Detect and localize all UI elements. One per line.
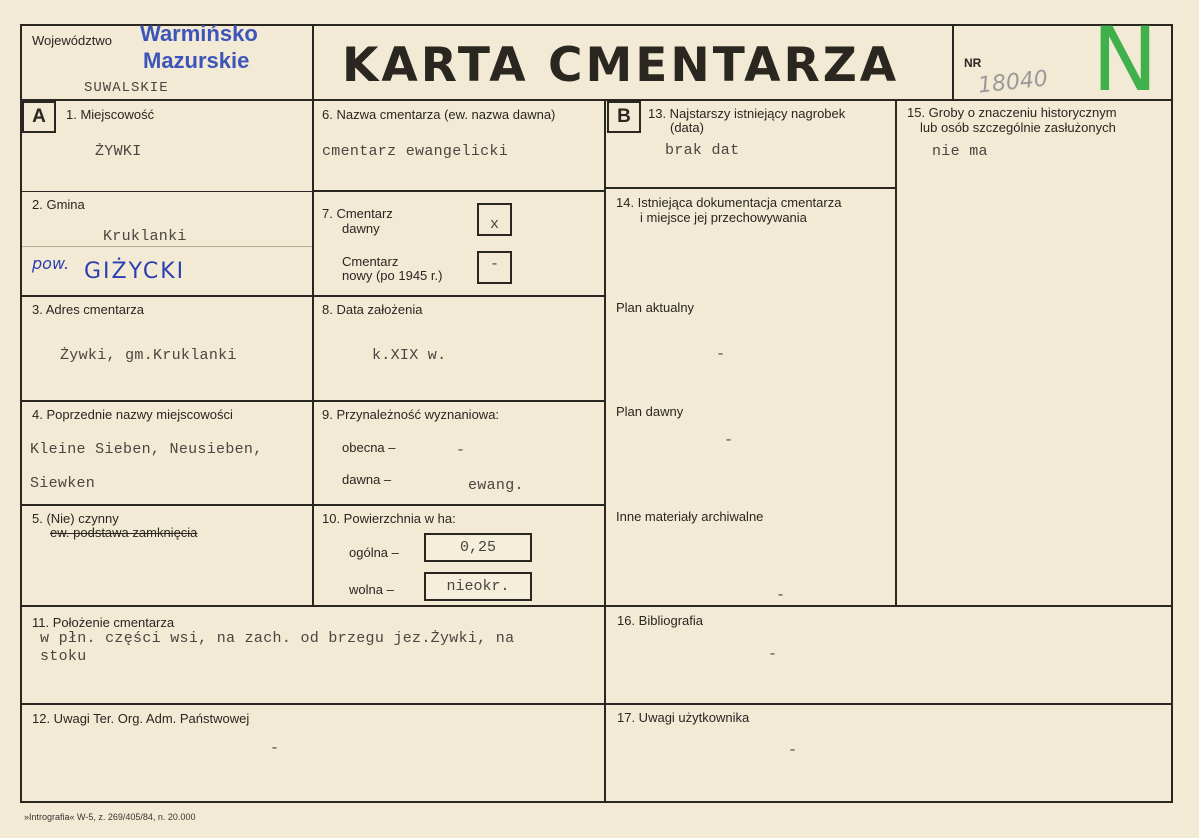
dawny-checkbox[interactable]: x xyxy=(477,203,512,236)
nazwa-cmentarza-value: cmentarz ewangelicki xyxy=(322,143,509,160)
voivodeship-stamp-line1: Warmińsko xyxy=(140,21,258,46)
bibliografia-label: 16. Bibliografia xyxy=(617,613,703,628)
plan-aktualny-value: - xyxy=(716,346,726,363)
nowy-checkbox[interactable]: - xyxy=(477,251,512,284)
plan-dawny-value: - xyxy=(724,432,734,449)
gmina-value: Kruklanki xyxy=(103,228,187,245)
powiat-value: GIŻYCKI xyxy=(84,259,186,284)
miejscowosc-label: 1. Miejscowość xyxy=(66,107,155,122)
voivodeship-stamp-line2: Mazurskie xyxy=(143,48,250,73)
miejscowosc-value: ŻYWKI xyxy=(95,143,142,160)
czynny-label: 5. (Nie) czynny xyxy=(32,511,119,526)
n-marker-green: N xyxy=(1092,8,1158,111)
wolna-label: wolna – xyxy=(349,582,394,597)
nazwa-cmentarza-label: 6. Nazwa cmentarza (ew. nazwa dawna) xyxy=(322,107,556,122)
obecna-label: obecna – xyxy=(342,440,396,455)
uwagi-ter-value: - xyxy=(270,740,280,757)
czynny-sub-label: ew. podstawa zamknięcia xyxy=(50,525,198,540)
uwagi-uzytkownika-value: - xyxy=(788,742,798,759)
polozenie-line1: w płn. części wsi, na zach. od brzegu jez.Żywki, na xyxy=(40,630,515,647)
adres-value: Żywki, gm.Kruklanki xyxy=(60,347,237,364)
powierzchnia-label: 10. Powierzchnia w ha: xyxy=(322,511,456,526)
data-zalozenia-value: k.XIX w. xyxy=(372,347,447,364)
polozenie-line2: stoku xyxy=(40,648,87,665)
nowy-label-line1: Cmentarz xyxy=(342,254,399,269)
obecna-value: - xyxy=(456,442,466,459)
przynaleznosc-label: 9. Przynależność wyznaniowa: xyxy=(322,407,500,422)
dawna-label: dawna – xyxy=(342,472,392,487)
dokumentacja-label-line1: 14. Istniejąca dokumentacja cmentarza xyxy=(616,195,842,210)
suwalskie-typed: SUWALSKIE xyxy=(84,80,169,96)
nagrobek-value: brak dat xyxy=(665,142,740,159)
plan-dawny-label: Plan dawny xyxy=(616,404,684,419)
inne-materialy-value: - xyxy=(776,587,786,604)
poprzednie-nazwy-line1: Kleine Sieben, Neusieben, xyxy=(30,441,263,458)
uwagi-uzytkownika-label: 17. Uwagi użytkownika xyxy=(617,710,750,725)
nr-value: 18040 xyxy=(976,66,1050,99)
section-a-badge: A xyxy=(22,101,56,133)
ogolna-label: ogólna – xyxy=(349,545,399,560)
pow-prefix: pow. xyxy=(32,254,70,273)
ogolna-field[interactable]: 0,25 xyxy=(424,533,532,562)
groby-label-line2: lub osób szczególnie zasłużonych xyxy=(920,120,1116,135)
cmentarz-label: 7. Cmentarz xyxy=(322,206,393,221)
nowy-label-line2: nowy (po 1945 r.) xyxy=(342,268,443,283)
adres-label: 3. Adres cmentarza xyxy=(32,302,144,317)
nagrobek-label-line2: (data) xyxy=(670,120,704,135)
data-zalozenia-label: 8. Data założenia xyxy=(322,302,423,317)
page-title: KARTA CMENTARZA xyxy=(342,38,900,93)
wolna-field[interactable]: nieokr. xyxy=(424,572,532,601)
inne-materialy-label: Inne materiały archiwalne xyxy=(616,509,764,524)
nagrobek-label-line1: 13. Najstarszy istniejący nagrobek xyxy=(648,106,846,121)
polozenie-label: 11. Położenie cmentarza xyxy=(32,615,175,630)
groby-label-line1: 15. Groby o znaczeniu historycznym xyxy=(907,105,1117,120)
nr-label: NR xyxy=(964,56,982,70)
poprzednie-nazwy-line2: Siewken xyxy=(30,475,96,492)
print-info: »Intrografia« W-5, z. 269/405/84, n. 20.000 xyxy=(24,812,196,822)
wojewodztwo-label: Województwo xyxy=(32,33,112,48)
dawny-label: dawny xyxy=(342,221,380,236)
uwagi-ter-label: 12. Uwagi Ter. Org. Adm. Państwowej xyxy=(32,711,250,726)
dokumentacja-label-line2: i miejsce jej przechowywania xyxy=(640,210,807,225)
section-b-badge: B xyxy=(607,101,641,133)
gmina-label: 2. Gmina xyxy=(32,197,85,212)
poprzednie-nazwy-label: 4. Poprzednie nazwy miejscowości xyxy=(32,407,233,422)
plan-aktualny-label: Plan aktualny xyxy=(616,300,695,315)
groby-value: nie ma xyxy=(932,143,988,160)
dawna-value: ewang. xyxy=(468,477,524,494)
bibliografia-value: - xyxy=(768,646,778,663)
